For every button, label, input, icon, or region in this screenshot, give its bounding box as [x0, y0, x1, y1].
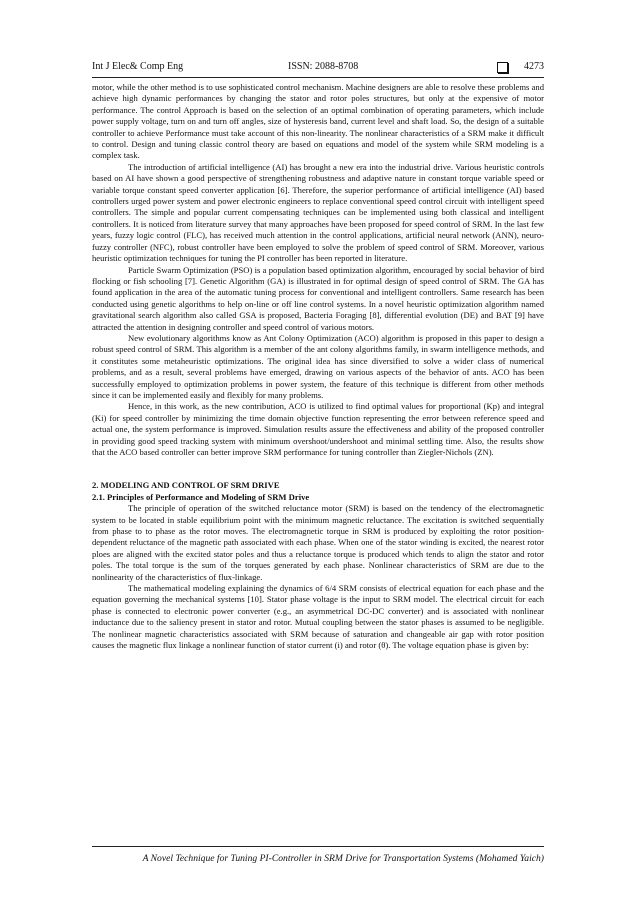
- page-number: 4273: [524, 61, 544, 72]
- paragraph: The introduction of artificial intelligence (AI) has brought a new era into the industrial drive. Various heuristic controls based on AI have shown a good perspective of strengthening robustness and adaptive nature in constant torque variable speed or variable torque constant speed converter application [6]. Therefore, the superior performance of artificial intelligence (AI) based controllers urged power system and power electronic engineers to replace conventional speed control circuit with intelligent speed controllers. The simple and popular current compensating techniques can be implemented using both classical and intelligent controllers. It is noticed from literature survey that many approaches have been proposed for speed control of SRM. In the last few years, fuzzy logic control (FLC), has received much attention in the control applications, artificial neural network (ANN), neuro- fuzzy controller (NFC), robust controller have been employed to solve the problem of speed control of SRM. Moreover, various heuristic optimization techniques for tuning the PI controller has been reported in literature.: [92, 161, 544, 264]
- paragraph: motor, while the other method is to use sophisticated control mechanism. Machine designers are able to resolve these problems and achieve high dynamic performances by changing the stator and rotor poles structures, but only at the expensive of motor performance. The control Approach is based on the selection of an optimal combination of operating parameters, which include power supply voltage, turn on and turn off angles, size of hysteresis band, current level and shaft load. So, the design of a suitable controller to achieve Performance must take account of this non-linearity. The nonlinear characteristics of a SRM make it difficult to control. Design and tuning classic control theory are based on equations and model of the system while SRM modeling is a complex task.: [92, 82, 544, 161]
- paragraph: New evolutionary algorithms know as Ant Colony Optimization (ACO) algorithm is proposed in this paper to design a robust speed control of SRM. This algorithm is a member of the ant colony algorithms family, in swarm intelligence methods, and it constitutes some metaheuristic optimizations. The original idea has since diversified to solve a wider class of numerical problems, and as a result, several problems have emerged, drawing on various aspects of the behavior of ants. ACO has been successfully employed to optimization problems in power system, the feature of this technique is different from other methods since it can be implemented easily and flexibly for many problems.: [92, 332, 544, 400]
- journal-name: Int J Elec& Comp Eng: [92, 61, 184, 72]
- header-rule: [92, 77, 544, 78]
- paragraph: Hence, in this work, as the new contribution, ACO is utilized to find optimal values for proportional (Kp) and integral (Ki) for speed controller by minimizing the time domain objective function representing the error between reference speed and actual one, the system performance is improved. Simulation results assure the effectiveness and ability of the proposed controller in providing good speed tracking system with minimum overshoot/undershoot and minimal settling time. Also, the results show that the ACO based controller can better improve SRM performance for tuning controller than Ziegler-Nichols (ZN).: [92, 401, 544, 457]
- page-number-group: [497, 60, 544, 74]
- checkbox-square-icon: [497, 62, 508, 73]
- paragraph: Particle Swarm Optimization (PSO) is a population based optimization algorithm, encouraged by social behavior of bird flocking or fish schooling [7]. Genetic Algorithm (GA) is illustrated in for optimal design of speed control of SRM. The GA has found application in the area of the automatic tuning process for conventional and intelligent controllers. Same research has been conducted using genetic algorithms to help on-line or off line control systems. In a novel heuristic optimization algorithm named gravitational search algorithm also called GSA is proposed, Bacteria Foraging [8], differential evolution (DE) and BAT [9] have attracted the attention in designing controller and speed control of various motors.: [92, 264, 544, 332]
- body-text: [92, 82, 544, 652]
- section-spacer: [92, 458, 544, 480]
- section-heading: 2. MODELING AND CONTROL OF SRM DRIVE: [92, 480, 280, 491]
- subsection-heading: 2.1. Principles of Performance and Modeling of SRM Drive: [92, 491, 310, 502]
- running-footer: A Novel Technique for Tuning PI-Controller in SRM Drive for Transportation Systems (Mohamed Yaich): [142, 853, 544, 864]
- footer-rule: [92, 846, 544, 847]
- paragraph: The mathematical modeling explaining the dynamics of 6/4 SRM consists of electrical equation for each phase and the equation governing the mechanical systems [10]. Stator phase voltage is the input to SRM model. The electrical circuit for each phase is connected to electronic power converter (e.g., an asymmetrical DC-DC converter) and is associated with nonlinear inductance due to the saliency present in stator and rotor. Mutual coupling between the stator phases is assumed to be negligible. The nonlinear magnetic characteristics associated with SRM because of saturation and changeable air gap with rotor position causes the magnetic flux linkage a nonlinear function of stator current (i) and rotor (θ). The voltage equation phase is given by:: [92, 583, 544, 651]
- running-header: [92, 60, 544, 76]
- issn: ISSN: 2088-8708: [288, 61, 359, 72]
- paragraph: The principle of operation of the switched reluctance motor (SRM) is based on the tendency of the electromagnetic system to be located in stable equilibrium point with the minimum magnetic reluctance. The excitation is switched sequentially from phase to to phase as the rotor moves. The electromagnetic torque in SRM is produced by exploiting the rotor position-dependent reluctance of the magnetic path associated with each phase. When one of the stator winding is excited, the nearest rotor ploes are aligned with the excited stator poles and thus a reluctance torque is produced which tends to align the stator and rotor poles. The total torque is the sum of the torques generated by each phase. Nonlinear characteristics of SRM are due to the nonlinearity of the characteristics of flux-linkage.: [92, 503, 544, 582]
